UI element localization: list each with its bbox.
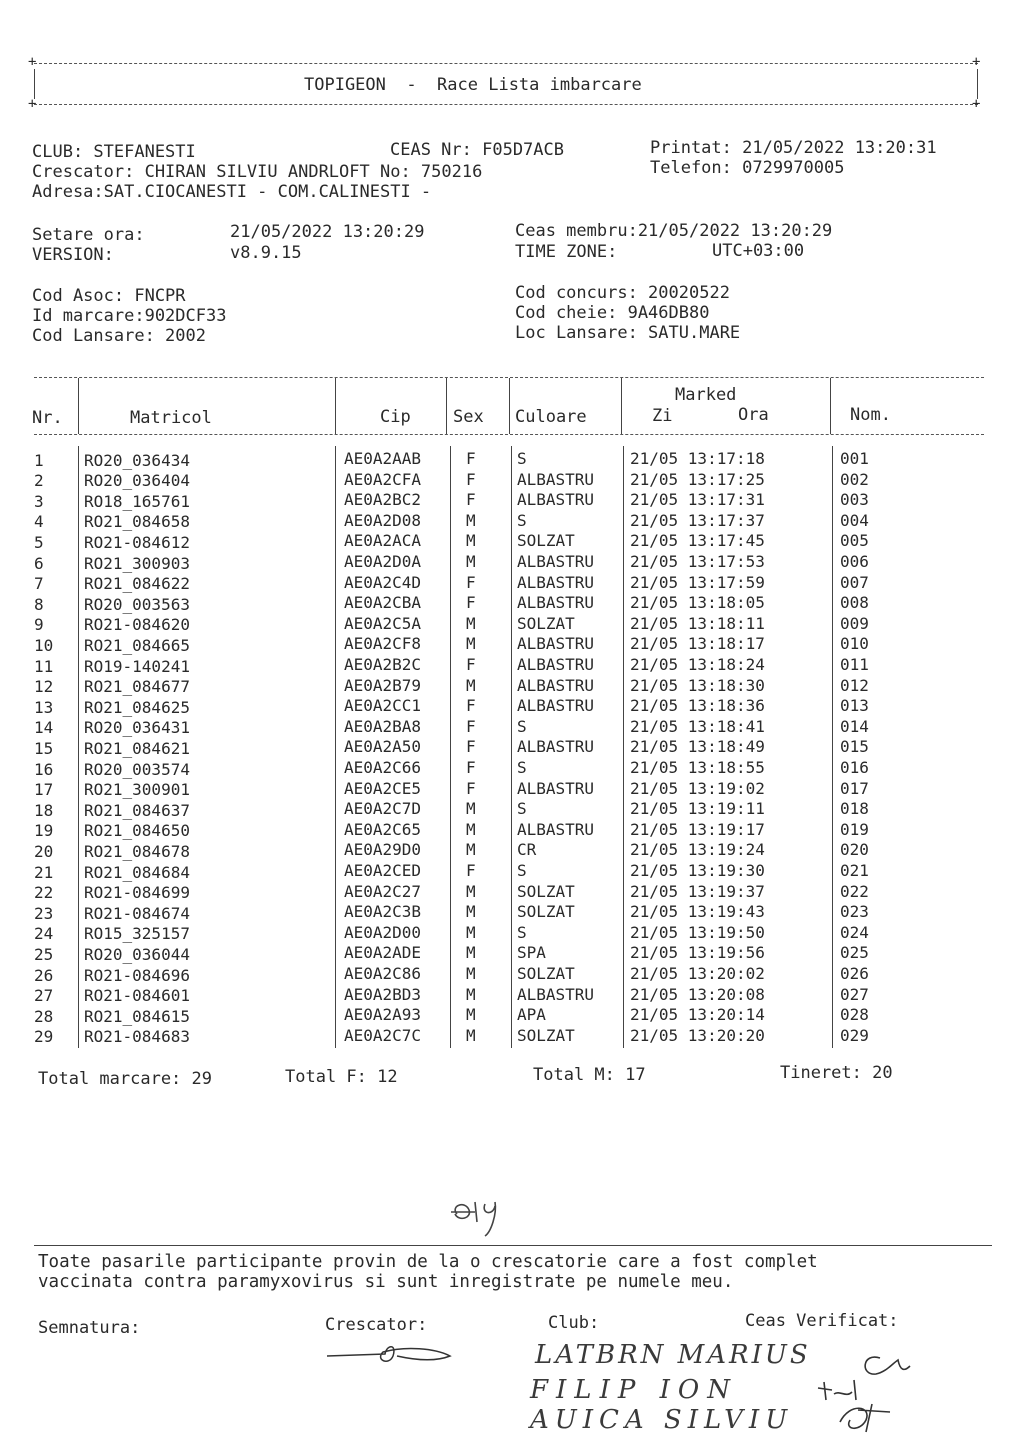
header-marked: Marked [675,385,737,405]
row-culoare: S [517,922,527,942]
header-culoare: Culoare [515,407,587,427]
row-marked: 21/05 13:17:37 [630,510,765,530]
row-sex: F [466,593,476,613]
cod-lansare: Cod Lansare: 2002 [32,326,206,346]
declaration-line-2: vaccinata contra paramyxovirus si sunt inregistrate pe numele meu. [38,1272,734,1292]
row-cip: AE0A2BC2 [344,490,422,510]
row-culoare: SOLZAT [517,613,575,633]
row-sex: M [466,819,476,839]
row-marked: 21/05 13:17:45 [630,531,765,551]
row-sex: M [466,902,476,922]
row-culoare: SOLZAT [517,902,575,922]
row-nr: 21 [34,862,54,882]
row-nom: 015 [840,737,869,757]
footer-divider [34,1245,992,1246]
row-cip: AE0A2B79 [344,675,422,695]
row-culoare: S [517,716,527,736]
row-cip: AE0A2C7C [344,1025,422,1045]
row-nr: 12 [34,677,54,697]
row-nr: 25 [34,944,54,964]
row-marked: 21/05 13:20:14 [630,1005,765,1025]
ceas-membru: Ceas membru:21/05/2022 13:20:29 [515,221,833,241]
row-cip: AE0A2ADE [344,943,422,963]
row-marked: 21/05 13:18:11 [630,613,765,633]
loc-lansare: Loc Lansare: SATU.MARE [515,323,741,343]
row-matricol: RO21-084696 [84,965,190,985]
row-matricol: RO20_036044 [84,944,190,964]
row-culoare: S [517,449,527,468]
row-matricol: RO21-084601 [84,986,190,1006]
row-cip: AE0A2C86 [344,964,422,983]
version-value: v8.9.15 [230,243,302,263]
row-marked: 21/05 13:18:36 [630,696,765,716]
verifier-signatures [810,1340,925,1435]
row-marked: 21/05 13:18:55 [630,758,765,777]
row-marked: 21/05 13:18:41 [630,716,765,736]
row-sex: M [466,613,476,633]
row-marked: 21/05 13:17:25 [630,469,765,489]
row-sex: M [466,922,476,942]
row-sex: M [466,799,476,819]
row-marked: 21/05 13:18:24 [630,655,765,674]
row-nom: 003 [840,490,869,510]
club-sign-label: Club: [548,1313,600,1333]
row-nr: 2 [34,471,44,491]
row-marked: 21/05 13:18:17 [630,634,765,654]
row-sex: F [466,861,476,880]
row-nom: 002 [840,469,869,489]
row-sex: M [466,984,476,1004]
handwritten-name-1: LATBRN MARIUS [535,1340,811,1370]
row-marked: 21/05 13:19:11 [630,799,765,819]
row-nr: 10 [34,635,54,655]
row-nom: 018 [840,799,869,819]
row-matricol: RO21_084678 [84,841,190,861]
row-marked: 21/05 13:20:02 [630,964,765,983]
row-nom: 029 [840,1025,869,1045]
row-cip: AE0A2D00 [344,922,422,942]
row-matricol: RO21_084658 [84,512,190,532]
row-nr: 27 [34,986,54,1006]
row-nr: 7 [34,574,44,594]
row-cip: AE0A2AAB [344,449,422,468]
row-nr: 9 [34,615,44,635]
row-sex: F [466,572,476,592]
row-culoare: ALBASTRU [517,593,595,613]
row-culoare: ALBASTRU [517,984,595,1004]
row-nr: 5 [34,532,44,552]
row-culoare: ALBASTRU [517,778,595,798]
row-nom: 022 [840,881,869,901]
crescator-label: Crescator: CHIRAN SILVIU ANDRLOFT No: 750216 [32,162,483,182]
row-sex: M [466,840,476,860]
row-nom: 010 [840,634,869,654]
row-nr: 29 [34,1027,54,1047]
row-nom: 011 [840,655,869,674]
row-cip: AE0A2ACA [344,531,422,551]
row-nr: 20 [34,841,54,861]
header-nr: Nr. [32,408,63,428]
row-sex: M [466,510,476,530]
row-matricol: RO21_084684 [84,862,190,882]
cod-concurs: Cod concurs: 20020522 [515,283,730,303]
row-cip: AE0A2BD3 [344,984,422,1004]
row-marked: 21/05 13:17:53 [630,552,765,571]
row-culoare: SPA [517,943,546,963]
row-culoare: S [517,861,527,880]
row-nr: 15 [34,738,54,758]
row-marked: 21/05 13:18:49 [630,737,765,757]
version-label: VERSION: [32,245,114,265]
row-matricol: RO21_084621 [84,738,190,758]
row-matricol: RO18_165761 [84,491,190,511]
row-sex: M [466,881,476,901]
row-culoare: SOLZAT [517,881,575,901]
row-nom: 023 [840,902,869,922]
row-nom: 012 [840,675,869,695]
row-culoare: ALBASTRU [517,819,595,839]
row-cip: AE0A2CE5 [344,778,422,798]
row-marked: 21/05 13:17:31 [630,490,765,510]
semnatura-label: Semnatura: [38,1318,141,1338]
row-cip: AE0A2CF8 [344,634,422,654]
timezone-value: UTC+03:00 [712,241,805,261]
row-nom: 017 [840,778,869,798]
row-cip: AE0A2D08 [344,510,422,530]
setare-ora-value: 21/05/2022 13:20:29 [230,222,425,242]
row-nom: 019 [840,819,869,839]
adresa-label: Adresa:SAT.CIOCANESTI - COM.CALINESTI - [32,182,432,202]
row-matricol: RO20_036404 [84,471,190,491]
row-sex: M [466,1025,476,1045]
row-sex: F [466,490,476,510]
row-matricol: RO21_084677 [84,677,190,697]
row-nom: 009 [840,613,869,633]
row-nr: 18 [34,800,54,820]
header-cip: Cip [380,407,411,427]
row-sex: F [466,758,476,777]
row-sex: F [466,449,476,468]
row-nom: 026 [840,964,869,983]
handwritten-name-2: FILIP ION [530,1375,738,1405]
row-nr: 6 [34,553,44,573]
row-nom: 005 [840,531,869,551]
row-sex: M [466,634,476,654]
header-sex: Sex [453,407,484,427]
row-matricol: RO20_036434 [84,450,190,470]
row-matricol: RO20_003574 [84,759,190,779]
row-matricol: RO21-084683 [84,1027,190,1047]
row-cip: AE0A2CED [344,861,422,880]
ceas-verificat-label: Ceas Verificat: [745,1311,899,1331]
row-nom: 014 [840,716,869,736]
row-matricol: RO21_084650 [84,821,190,841]
club-label: CLUB: STEFANESTI [32,142,196,162]
row-marked: 21/05 13:19:24 [630,840,765,860]
row-marked: 21/05 13:17:18 [630,449,765,468]
row-matricol: RO15_325157 [84,924,190,944]
row-cip: AE0A2C65 [344,819,422,839]
row-marked: 21/05 13:17:59 [630,572,765,592]
row-culoare: ALBASTRU [517,737,595,757]
row-culoare: ALBASTRU [517,469,595,489]
row-nom: 025 [840,943,869,963]
ceas-number: CEAS Nr: F05D7ACB [390,140,564,160]
row-cip: AE0A2C4D [344,572,422,592]
header-ora: Ora [738,405,769,425]
row-matricol: RO21_084665 [84,635,190,655]
title-box: + + + + TOPIGEON - Race Lista imbarcare [28,54,981,112]
row-matricol: RO21-084674 [84,903,190,923]
total-m: Total M: 17 [533,1065,646,1085]
row-marked: 21/05 13:19:17 [630,819,765,839]
setare-ora-label: Setare ora: [32,225,145,245]
row-matricol: RO20_036431 [84,718,190,738]
row-matricol: RO21_084625 [84,697,190,717]
row-nom: 007 [840,572,869,592]
row-marked: 21/05 13:19:50 [630,922,765,942]
row-matricol: RO21-084699 [84,883,190,903]
row-sex: F [466,778,476,798]
row-nr: 14 [34,718,54,738]
row-culoare: ALBASTRU [517,655,595,674]
row-nr: 23 [34,903,54,923]
tineret: Tineret: 20 [780,1063,893,1083]
row-cip: AE0A2B2C [344,655,422,674]
row-cip: AE0A2A50 [344,737,422,757]
row-culoare: SOLZAT [517,964,575,983]
row-nom: 024 [840,922,869,942]
declaration-line-1: Toate pasarile participante provin de la o crescatorie care a fost complet [38,1252,818,1272]
row-matricol: RO21_084615 [84,1006,190,1026]
row-cip: AE0A2C66 [344,758,422,777]
row-sex: M [466,531,476,551]
total-f: Total F: 12 [285,1067,398,1087]
row-culoare: S [517,510,527,530]
row-cip: AE0A2CC1 [344,696,422,716]
row-culoare: ALBASTRU [517,572,595,592]
row-culoare: ALBASTRU [517,675,595,695]
header-nom: Nom. [850,405,891,425]
row-marked: 21/05 13:19:43 [630,902,765,922]
cod-cheie: Cod cheie: 9A46DB80 [515,303,710,323]
row-cip: AE0A2A93 [344,1005,422,1025]
row-nom: 016 [840,758,869,777]
row-nr: 26 [34,965,54,985]
row-nr: 1 [34,450,44,470]
telefon-label: Telefon: 0729970005 [650,158,845,178]
row-sex: F [466,655,476,674]
row-matricol: RO21_300901 [84,780,190,800]
row-culoare: S [517,799,527,819]
row-nr: 13 [34,697,54,717]
row-nr: 19 [34,821,54,841]
row-culoare: ALBASTRU [517,552,595,571]
row-matricol: RO21-084612 [84,532,190,552]
row-cip: AE0A2C5A [344,613,422,633]
row-marked: 21/05 13:19:37 [630,881,765,901]
row-marked: 21/05 13:18:05 [630,593,765,613]
row-marked: 21/05 13:18:30 [630,675,765,695]
signature-scribble [445,1192,515,1242]
row-cip: AE0A2D0A [344,552,422,571]
row-nom: 001 [840,449,869,468]
printed-date: Printat: 21/05/2022 13:20:31 [650,138,937,158]
row-sex: F [466,696,476,716]
row-marked: 21/05 13:20:20 [630,1025,765,1045]
row-culoare: ALBASTRU [517,490,595,510]
handwritten-name-3: AUICA SILVIU [530,1405,794,1435]
row-nr: 11 [34,656,54,676]
header-matricol: Matricol [130,408,212,428]
row-matricol: RO21-084620 [84,615,190,635]
row-nr: 3 [34,491,44,511]
row-nom: 008 [840,593,869,613]
row-nr: 16 [34,759,54,779]
row-sex: F [466,469,476,489]
row-sex: M [466,1005,476,1025]
id-marcare: Id marcare:902DCF33 [32,306,227,326]
row-sex: M [466,675,476,695]
crescator-sign-label: Crescator: [325,1315,428,1335]
row-cip: AE0A29D0 [344,840,422,860]
row-cip: AE0A2CBA [344,593,422,613]
crescator-signature [325,1340,460,1370]
row-matricol: RO19-140241 [84,656,190,676]
row-culoare: CR [517,840,537,860]
row-nr: 17 [34,780,54,800]
row-nr: 8 [34,594,44,614]
row-nr: 4 [34,512,44,532]
row-marked: 21/05 13:19:56 [630,943,765,963]
row-nom: 006 [840,552,869,571]
total-marcare: Total marcare: 29 [38,1069,212,1089]
row-nr: 24 [34,924,54,944]
row-nr: 28 [34,1006,54,1026]
timezone-label: TIME ZONE: [515,242,618,262]
row-marked: 21/05 13:20:08 [630,984,765,1004]
row-matricol: RO21_084622 [84,574,190,594]
row-cip: AE0A2C27 [344,881,422,901]
row-nom: 004 [840,510,869,530]
row-matricol: RO21_300903 [84,553,190,573]
row-nom: 013 [840,696,869,716]
row-culoare: SOLZAT [517,1025,575,1045]
row-cip: AE0A2BA8 [344,716,422,736]
row-cip: AE0A2C3B [344,902,422,922]
row-cip: AE0A2CFA [344,469,422,489]
row-marked: 21/05 13:19:02 [630,778,765,798]
row-nr: 22 [34,883,54,903]
row-culoare: APA [517,1005,546,1025]
row-nom: 027 [840,984,869,1004]
row-sex: F [466,716,476,736]
row-nom: 021 [840,861,869,880]
page-title: TOPIGEON - Race Lista imbarcare [304,75,642,95]
row-sex: M [466,943,476,963]
row-sex: F [466,737,476,757]
header-zi: Zi [652,406,673,426]
row-culoare: ALBASTRU [517,634,595,654]
row-marked: 21/05 13:19:30 [630,861,765,880]
row-cip: AE0A2C7D [344,799,422,819]
row-nom: 028 [840,1005,869,1025]
cod-asoc: Cod Asoc: FNCPR [32,286,186,306]
row-culoare: S [517,758,527,777]
row-culoare: ALBASTRU [517,696,595,716]
row-culoare: SOLZAT [517,531,575,551]
row-nom: 020 [840,840,869,860]
row-matricol: RO20_003563 [84,594,190,614]
row-sex: M [466,964,476,983]
row-matricol: RO21_084637 [84,800,190,820]
row-sex: M [466,552,476,571]
